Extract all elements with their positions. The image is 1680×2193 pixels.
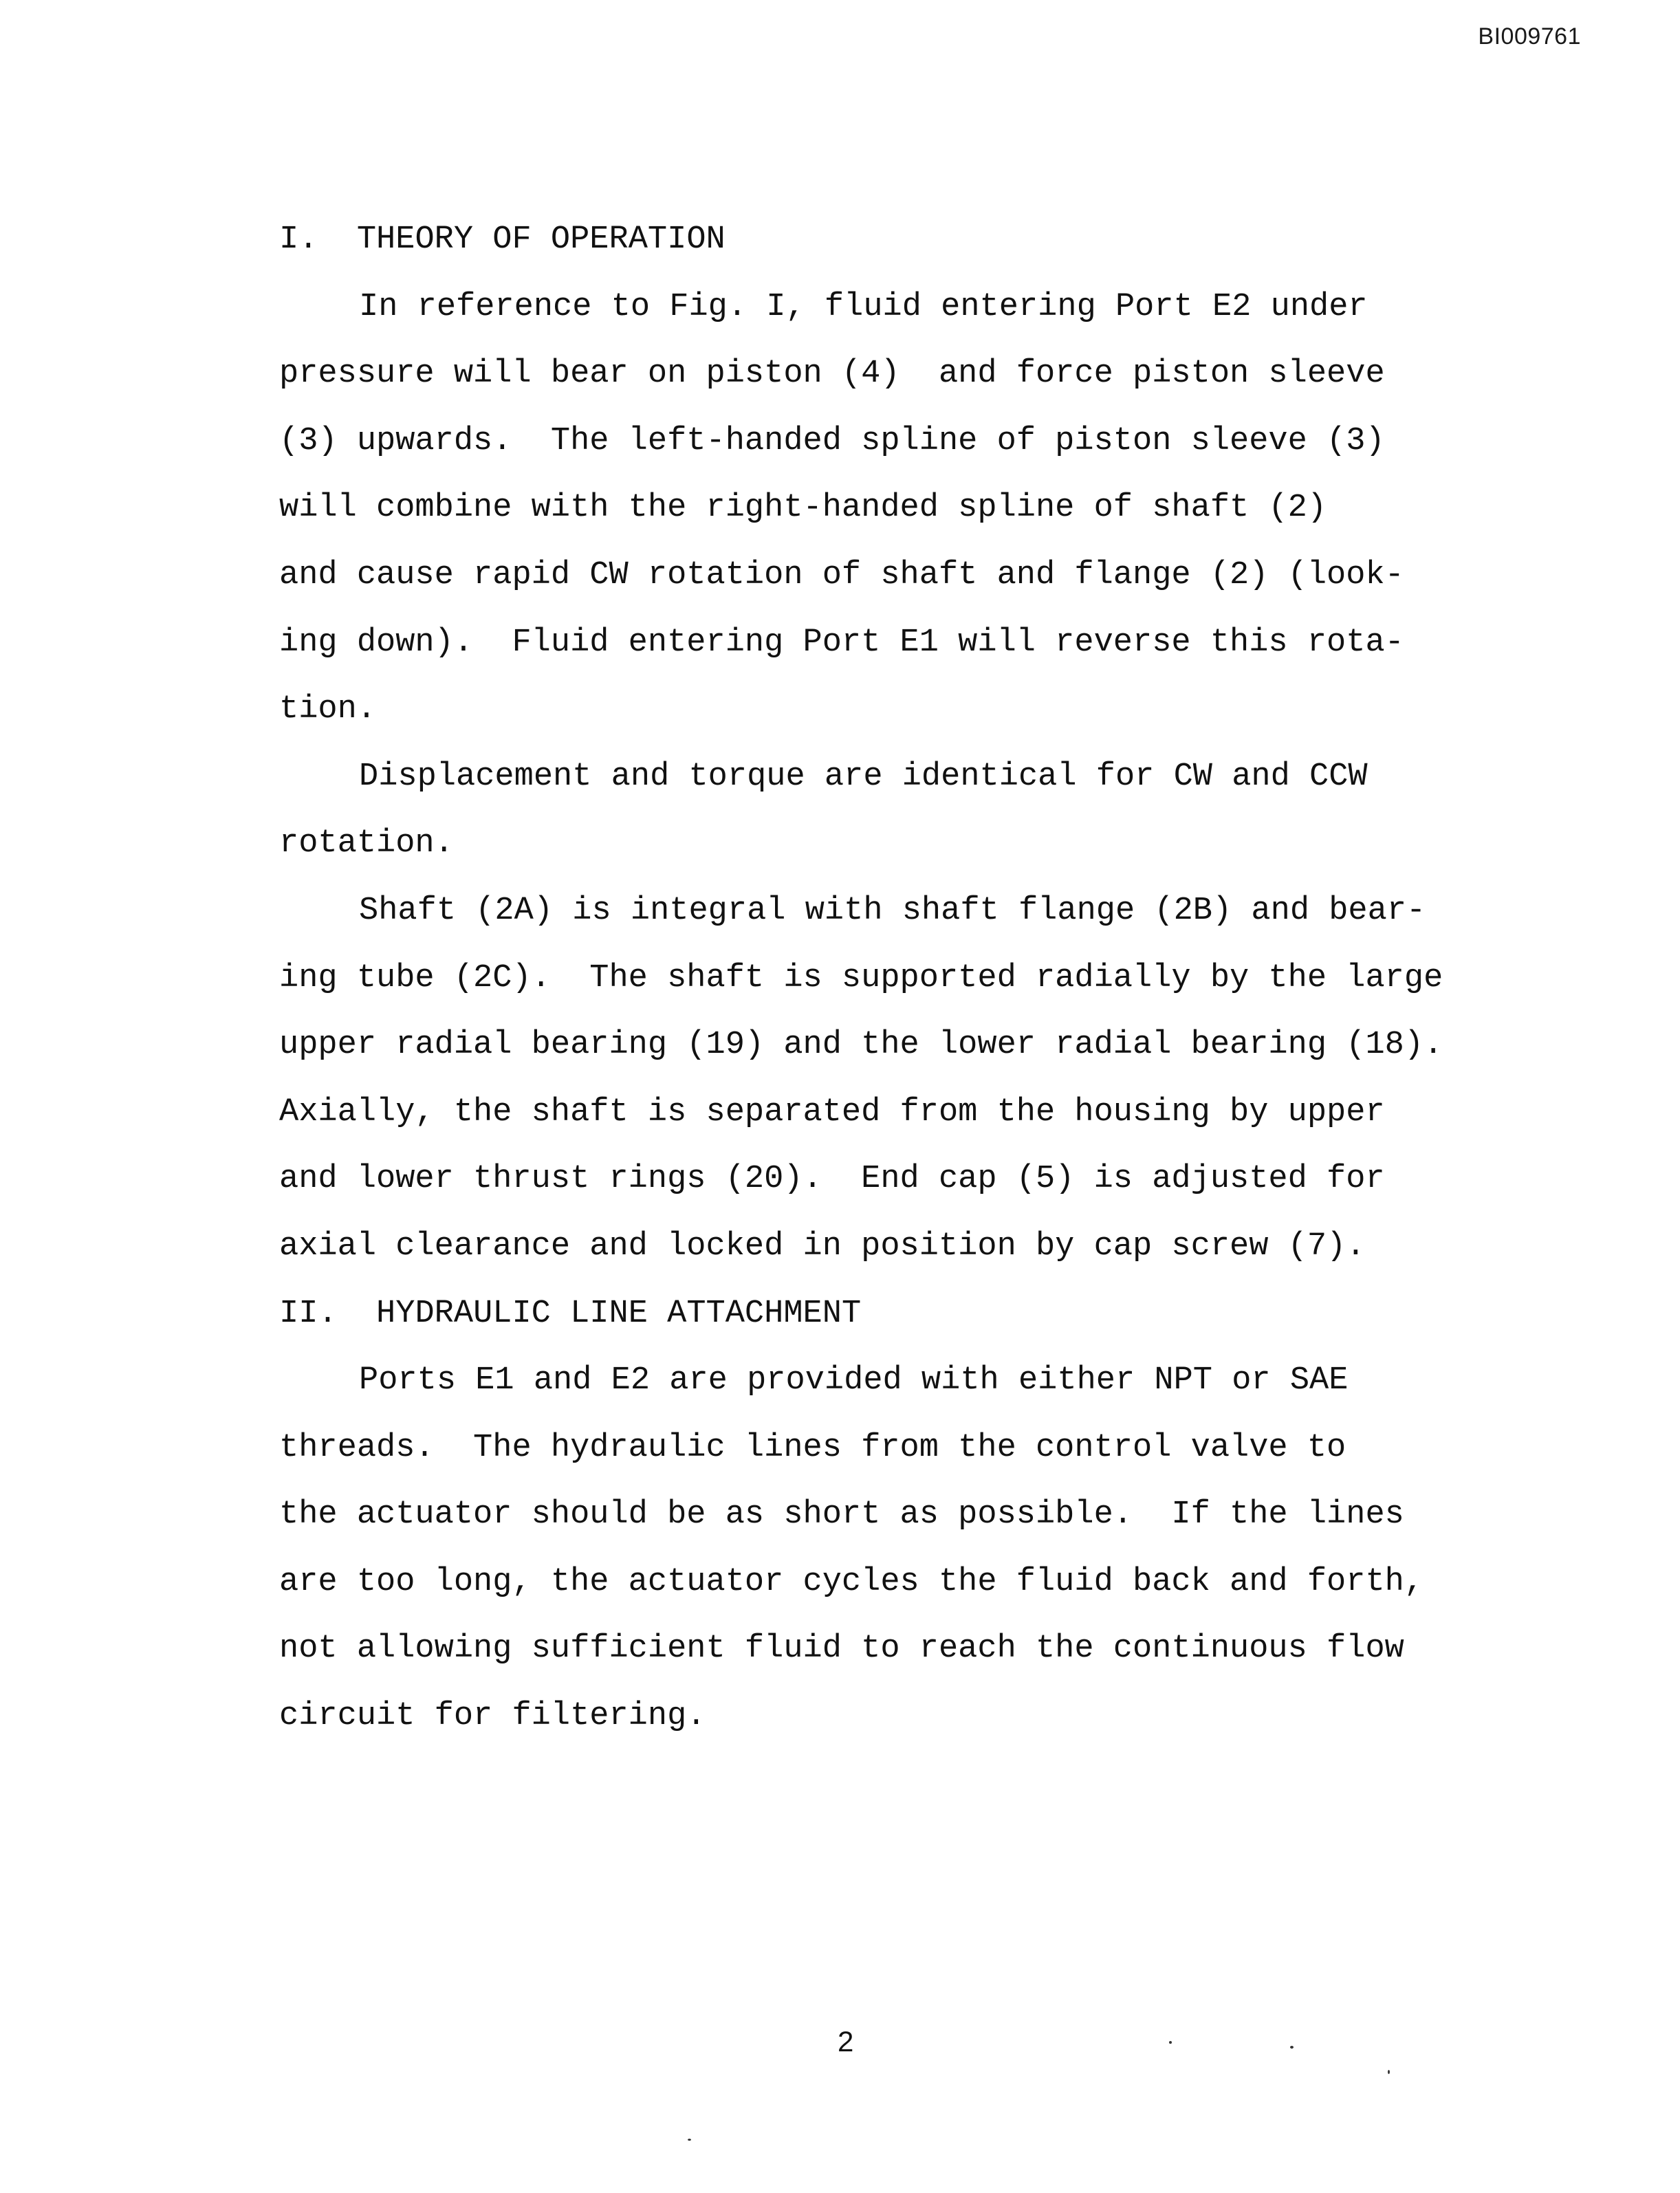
text-line: axial clearance and locked in position by cap screw (7).: [279, 1228, 1366, 1265]
text-line: are too long, the actuator cycles the fluid back and forth,: [279, 1563, 1424, 1600]
paragraph: [279, 274, 1490, 743]
section-number: II.: [279, 1295, 338, 1332]
section-number: I.: [279, 221, 318, 258]
text-line: the actuator should be as short as possible. If the lines: [279, 1496, 1404, 1534]
section-title: THEORY OF OPERATION: [356, 221, 726, 258]
section-heading: [279, 206, 1490, 274]
text-line: Displacement and torque are identical for CW and CCW: [359, 758, 1368, 795]
section-heading: [279, 1280, 1490, 1348]
text-line: rotation.: [279, 825, 454, 862]
text-line: Axially, the shaft is separated from the housing by upper: [279, 1093, 1385, 1131]
text-line: ing tube (2C). The shaft is supported radially by the large: [279, 959, 1443, 996]
text-line: circuit for filtering.: [279, 1698, 706, 1735]
text-line: and cause rapid CW rotation of shaft and flange (2) (look-: [279, 556, 1404, 593]
text-line: and lower thrust rings (20). End cap (5) is adjusted for: [279, 1161, 1385, 1198]
scan-speck: [1290, 2046, 1294, 2049]
text-line: In reference to Fig. I, fluid entering Port E2 under: [359, 288, 1368, 325]
paragraph: [279, 877, 1490, 1280]
text-line: (3) upwards. The left-handed spline of piston sleeve (3): [279, 422, 1385, 459]
document-id: BI009761: [1478, 23, 1581, 50]
text-line: ing down). Fluid entering Port E1 will reverse this rota-: [279, 624, 1404, 661]
text-line: threads. The hydraulic lines from the control valve to: [279, 1429, 1346, 1466]
scan-speck: [688, 2139, 691, 2141]
text-line: not allowing sufficient fluid to reach the continuous flow: [279, 1630, 1404, 1668]
text-line: upper radial bearing (19) and the lower radial bearing (18).: [279, 1027, 1443, 1064]
document-body: [279, 206, 1490, 1750]
page-number: 2: [838, 2025, 854, 2058]
text-line: tion.: [279, 691, 377, 728]
text-line: Shaft (2A) is integral with shaft flange (2B) and bear-: [359, 892, 1426, 929]
section-title: HYDRAULIC LINE ATTACHMENT: [376, 1295, 862, 1332]
scan-speck: [1169, 2041, 1172, 2044]
text-line: Ports E1 and E2 are provided with either NPT or SAE: [359, 1362, 1349, 1399]
text-line: pressure will bear on piston (4) and force piston sleeve: [279, 356, 1385, 393]
paragraph: [279, 1347, 1490, 1750]
paragraph: [279, 743, 1490, 877]
text-line: will combine with the right-handed spline of shaft (2): [279, 490, 1327, 527]
scan-speck: [1388, 2070, 1390, 2074]
